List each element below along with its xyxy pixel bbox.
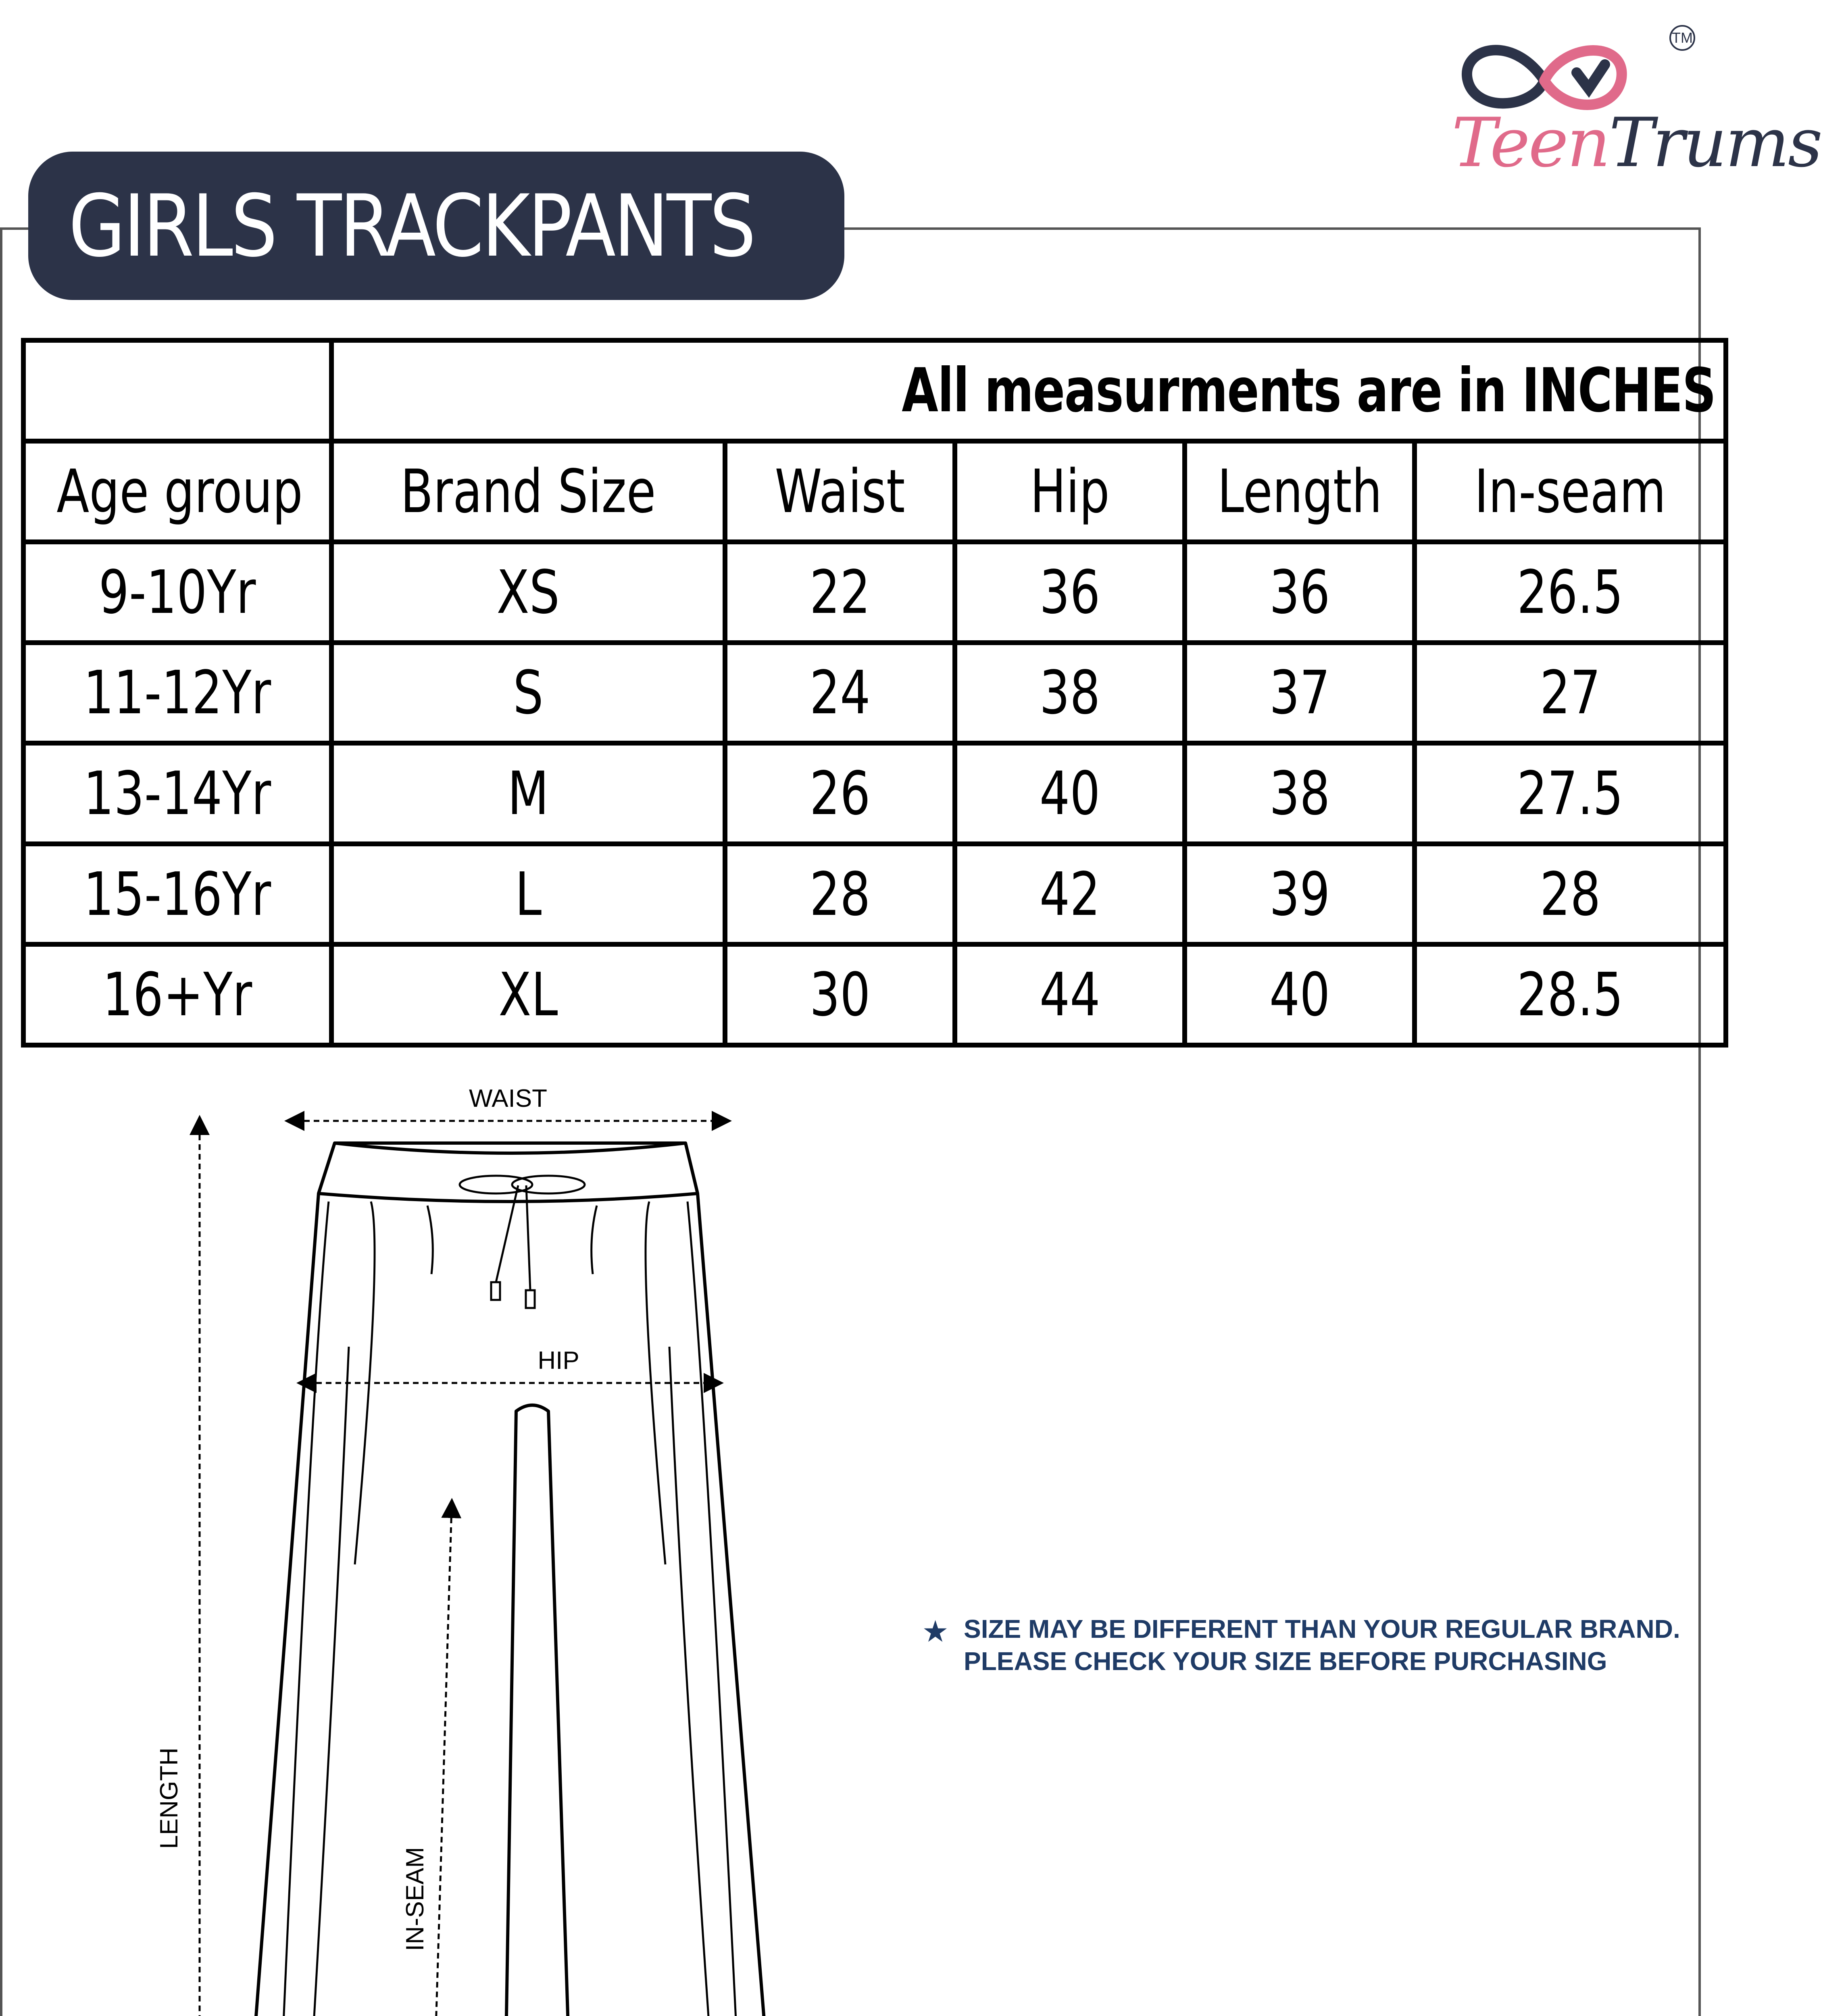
table-cell: 24: [725, 643, 955, 744]
table-cell: 27.5: [1415, 743, 1726, 844]
inseam-label: IN-SEAM: [401, 1847, 429, 1951]
table-cell: 26: [725, 743, 955, 844]
table-cell: 11-12Yr: [23, 643, 331, 744]
table-cell: 40: [955, 743, 1185, 844]
table-cell: 30: [725, 944, 955, 1045]
table-row: [23, 844, 1726, 945]
brand-name: [1452, 103, 1821, 182]
units-note: All measurments are in INCHES: [901, 356, 1716, 426]
brand-name-part2: Trums: [1609, 103, 1821, 182]
column-header: Hip: [955, 441, 1185, 542]
table-cell: 42: [955, 844, 1185, 945]
table-cell: 37: [1185, 643, 1415, 744]
table-cell: 28.5: [1415, 944, 1726, 1045]
page-title-banner: [28, 152, 844, 300]
star-icon: ★: [923, 1616, 948, 1646]
table-cell: 15-16Yr: [23, 844, 331, 945]
brand-name-part1: Teen: [1452, 103, 1609, 182]
table-cell: 13-14Yr: [23, 743, 331, 844]
waist-label: WAIST: [469, 1085, 548, 1112]
table-row: [23, 743, 1726, 844]
table-cell: 38: [955, 643, 1185, 744]
table-cell: XL: [331, 944, 725, 1045]
table-cell: 16+Yr: [23, 944, 331, 1045]
table-cell: S: [331, 643, 725, 744]
table-cell: 40: [1185, 944, 1415, 1045]
table-corner-cell: [23, 340, 331, 441]
column-header: Brand Size: [331, 441, 725, 542]
table-cell: 28: [725, 844, 955, 945]
table-cell: 26.5: [1415, 542, 1726, 643]
table-row: [23, 542, 1726, 643]
size-note-text: SIZE MAY BE DIFFERENT THAN YOUR REGULAR BRAND. PLEASE CHECK YOUR SIZE BEFORE PURCHASING: [964, 1614, 1680, 1676]
trackpants-diagram: [145, 1064, 831, 2016]
size-note: [923, 1613, 1690, 1677]
pants-outline: [246, 1143, 774, 2016]
table-cell: 28: [1415, 844, 1726, 945]
trademark-badge: TM: [1669, 25, 1695, 51]
column-header: In-seam: [1415, 441, 1726, 542]
table-header-row: [23, 441, 1726, 542]
table-cell: 27: [1415, 643, 1726, 744]
table-cell: 9-10Yr: [23, 542, 331, 643]
page-title: GIRLS TRACKPANTS: [69, 176, 754, 276]
size-table: [21, 338, 1728, 1048]
column-header: Waist: [725, 441, 955, 542]
column-header: Length: [1185, 441, 1415, 542]
table-cell: 44: [955, 944, 1185, 1045]
table-cell: 36: [1185, 542, 1415, 643]
table-cell: XS: [331, 542, 725, 643]
length-label: LENGTH: [155, 1747, 183, 1849]
table-units-row: [23, 340, 1726, 441]
table-row: [23, 643, 1726, 744]
table-cell: M: [331, 743, 725, 844]
table-row: [23, 944, 1726, 1045]
column-header: Age group: [23, 441, 331, 542]
table-cell: 36: [955, 542, 1185, 643]
table-cell: 39: [1185, 844, 1415, 945]
table-cell: 22: [725, 542, 955, 643]
table-cell: 38: [1185, 743, 1415, 844]
table-cell: L: [331, 844, 725, 945]
units-note-cell: [331, 340, 1726, 441]
hip-label: HIP: [538, 1347, 579, 1375]
